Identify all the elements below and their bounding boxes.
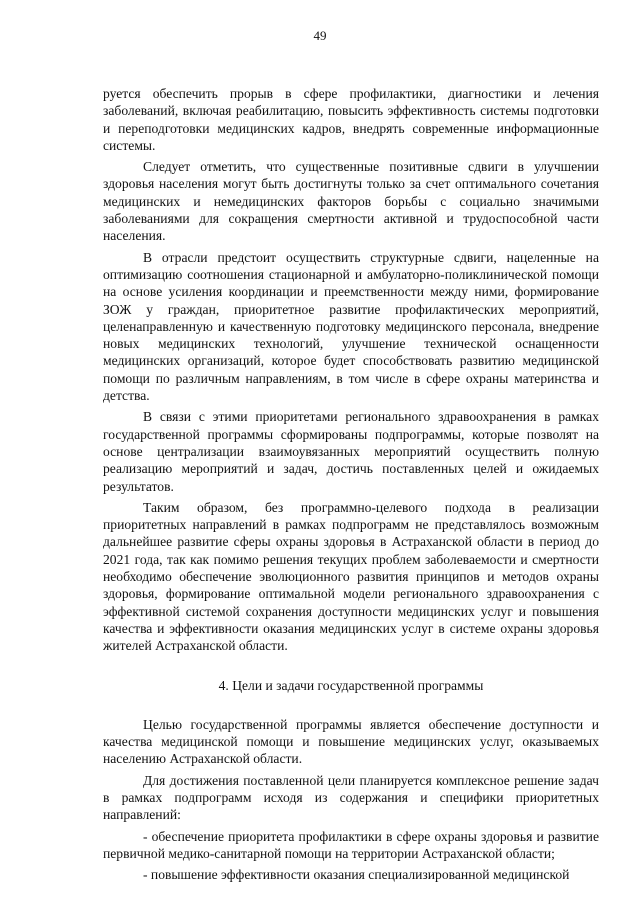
- bullet-item-2: - повышение эффективности оказания специализированной медицинской: [143, 867, 570, 883]
- bullet-item-1: - обеспечение приоритета профилактики в сфере охраны здоровья и развитие первичной медико-санитарной помощи на территории Астраханской области;: [103, 828, 599, 861]
- paragraph-4: В связи с этими приоритетами регионального здравоохранения в рамках государственной программы сформированы подпрограммы, которые позволят на основе централизации взаимоувязанных мероприятий осуществить полную реализацию мероприятий и задач, достичь поставленных целей и ожидаемых результатов.: [103, 409, 599, 494]
- section-paragraph-1: Целью государственной программы является обеспечение доступности и качества медицинской помощи и повышение медицинских услуг, оказываемых населению Астраханской области.: [103, 716, 599, 767]
- section-heading: 4. Цели и задачи государственной программы: [218, 677, 484, 693]
- paragraph-2: Следует отметить, что существенные позитивные сдвиги в улучшении здоровья населения могут быть достигнуты только за счет оптимального сочетания медицинских и немедицинских факторов борьбы с социально значимыми заболеваниями для сокращения смертности активной и трудоспособной части населения.: [103, 159, 599, 244]
- paragraph-1: руется обеспечить прорыв в сфере профилактики, диагностики и лечения заболеваний, включая реабилитацию, повысить эффективность системы подготовки и переподготовки медицинских кадров, внедрять современные информационные системы.: [103, 86, 599, 153]
- paragraph-3: В отрасли предстоит осуществить структурные сдвиги, нацеленные на оптимизацию соотношения стационарной и амбулаторно-поликлинической помощи на основе усиления координации и преемственности между ними, формирование ЗОЖ у граждан, приоритетное развитие профилактических мероприятий, целенаправленную и качественную подготовку медицинского персонала, внедрение новых медицинских технологий, улучшение технической оснащенности медицинских организаций, которое будет способствовать развитию медицинской помощи по различным направлениям, в том числе в сфере охраны материнства и детства.: [103, 249, 599, 404]
- paragraph-5: Таким образом, без программно-целевого подхода в реализации приоритетных направлений в рамках подпрограмм не представлялось возможным дальнейшее развитие сферы охраны здоровья в Астраханской области в период до 2021 года, так как помимо решения текущих проблем заболеваемости и смертности необходимо обеспечение эволюционного развития принципов и методов охраны здоровья, формирование оптимальной модели регионального здравоохранения с эффективной системой сохранения доступности медицинских услуг и повышения качества и эффективности оказания медицинских услуг в системе охраны здоровья жителей Астраханской области.: [103, 499, 599, 654]
- body-text: [103, 85, 599, 887]
- page-number: 49: [313, 28, 327, 43]
- section-paragraph-2: Для достижения поставленной цели планируется комплексное решение задач в рамках подпрограмм исходя из содержания и специфики приоритетных направлений:: [103, 772, 599, 823]
